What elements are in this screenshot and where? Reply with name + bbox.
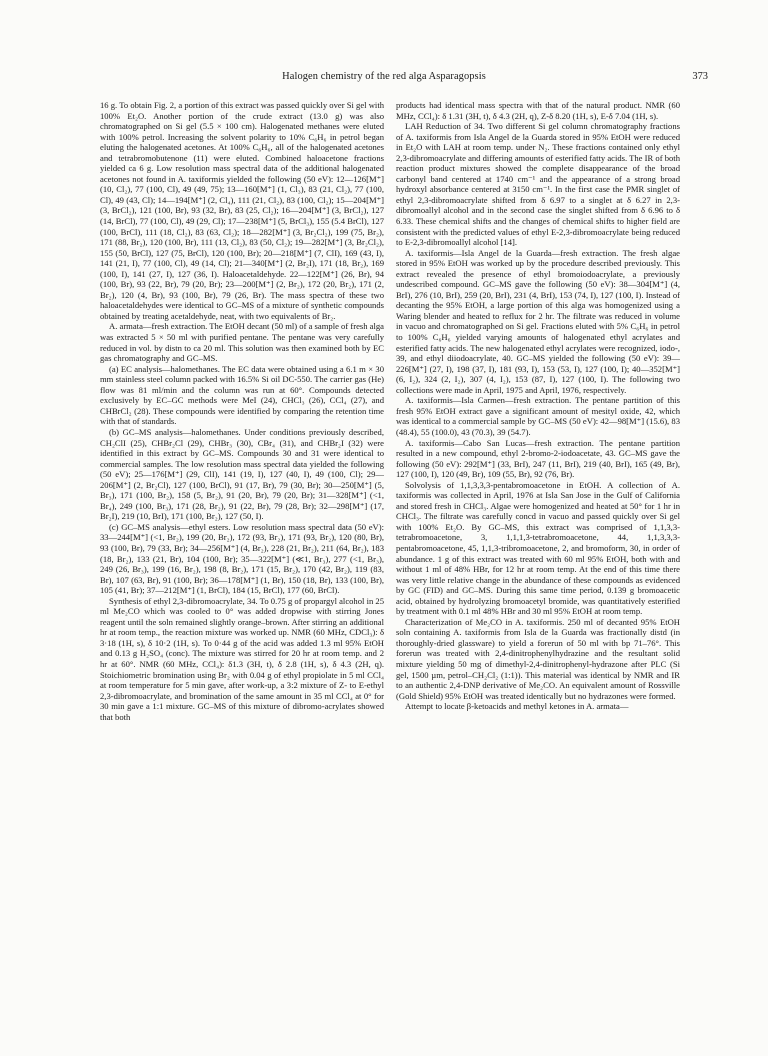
running-head: [0, 71, 768, 85]
paragraph-isla-carmen-extraction: A. taxiformis—Isla Carmen—fresh extraction. The pentane partition of this fresh 95% EtOH extract gave a significant amount of mesityl oxide, 42, which was identical to a commercial sample by GC–MS (50 eV): 42—98[M⁺] (15.6), 83 (48.4), 55 (100.0), 43 (70.3), 39 (54.7).: [396, 395, 680, 437]
right-column: [396, 100, 680, 1030]
paragraph-armata-fresh-extraction: A. armata—fresh extraction. The EtOH decant (50 ml) of a sample of fresh alga was extracted 5 × 50 ml with purified pentane. The pentane was very carefully reduced in vol. by distn to ca 20 ml. This solution was then examined both by EC gas chromatography and GC–MS.: [100, 321, 384, 364]
paragraph-gcms-ethyl-esters: (c) GC–MS analysis—ethyl esters. Low resolution mass spectral data (50 eV): 33—244[M⁺] (<1, Br₂), 199 (20, Br₂), 172 (93, Br₂), 171 (93, Br₂), 120 (80, Br), 93 (100, Br), 79 (33, Br); 34—256[M⁺] (4, Br₂), 228 (21, Br₂), 211 (64, Br₂), 183 (18, Br₂), 133 (21, Br), 104 (100, Br); 35—322[M⁺] (≪1, Br₃), 277 (<1, Br₃), 249 (26, Br₃), 199 (16, Br₂), 198 (8, Br₂), 171 (15, Br₂), 170 (42, Br₂), 119 (83, Br), 107 (63, Br), 91 (100, Br); 36—178[M⁺] (1, Br), 150 (18, Br), 133 (100, Br), 105 (41, Br); 37—212[M⁺] (1, BrCl), 184 (15, BrCl), 177 (60, BrCl).: [100, 521, 384, 596]
paragraph-gcms-halomethanes: (b) GC–MS analysis—halomethanes. Under conditions previously described, CH₂ClI (25), CHBr₂Cl (29), CHBr₃ (30), CBr₄ (31), and CHBr₂I (32) were identified in this extract by GC–MS. Compounds 30 and 31 were identical to commercial samples. The low resolution mass spectral data yielded the following (50 eV); 25—176[M⁺] (29, ClI), 141 (19, I), 127 (40, I), 49 (100, Cl); 29—206[M⁺] (2, Br₂Cl), 127 (100, BrCl), 91 (17, Br), 79 (30, Br); 30—250[M⁺] (5, Br₃), 171 (100, Br₂), 158 (5, Br₂), 91 (20, Br), 79 (20, Br); 31—328[M⁺] (<1, Br₄), 249 (100, Br₃), 171 (28, Br₂), 91 (22, Br), 79 (28, Br); 32—298[M⁺] (17, Br₂I), 219 (10, BrI), 171 (100, Br₂), 127 (50, I).: [100, 426, 384, 522]
paragraph-solvolysis: Solvolysis of 1,1,3,3,3-pentabromoacetone in EtOH. A collection of A. taxiformis was collected in April, 1976 at Isla San Jose in the Gulf of California and stored fresh in CHCl₃. Algae were homogenized and heated at 50° for 1 hr in CHCl₃. The filtrate was carefully concd in vacuo and passed quickly over Si gel with 100% Et₂O. By GC–MS, this extract was comprised of 1,1,3,3-tetrabromoacetone, 3, 1,1,1,3-tetrabromoacetone, 44, 1,1,3,3,3-pentabromoacetone, 45, 1,1,3-tribromoacetone, 2, and bromoform, 30, in order of abundance. 1 g of this extract was treated with 60 ml 95% EtOH, both with and without 1 ml of 48% HBr, for 12 hr at room temp. At the end of this time there was very little relative change in the abundance of these compounds as evidenced by GC (FID) and GC–MS. During this same time period, 0.139 g bromoacetic acid, obtained by hydrolyzing bromoacetyl bromide, was quantitatively esterified by treatment with 0.1 ml 48% HBr and 30 ml 95% EtOH at room temp.: [396, 479, 680, 617]
page-number: 373: [692, 71, 708, 82]
paragraph-continued-nmr: products had identical mass spectra with that of the natural product. NMR (60 MHz, CCl₄): δ 1.31 (3H, t), δ 4.3 (2H, q), Z-δ 8.20 (1H, s), E-δ 7.04 (1H, s).: [396, 100, 680, 121]
paragraph-cabo-san-lucas-extraction: A. taxiformis—Cabo San Lucas—fresh extraction. The pentane partition resulted in a new compound, ethyl 2-bromo-2-iodoacetate, 43. GC–MS gave the following (50 eV): 292[M⁺] (33, BrI), 247 (11, BrI), 219 (40, BrI), 165 (49, Br), 127 (100, I), 120 (49, Br), 109 (55, Br), 92 (76, Br).: [396, 437, 680, 480]
paragraph-mass-spectra-acetones: 16 g. To obtain Fig. 2, a portion of this extract was passed quickly over Si gel with 100% Et₂O. Another portion of the crude extract (13.0 g) was also chromatographed on Si gel (5.5 × 100 cm). Halogenated methanes were eluted with 100% petrol. Increasing the solvent polarity to 10% C₆H₆ in petrol began eluting the halogenated acetones. At 100% C₆H₆, all of the halogenated acetones and tetrabromobutenone (11) were eluted. Combined haloacetone fractions yielded ca 6 g. Low resolution mass spectral data of the additional halogenated acetones not found in A. taxiformis yielded the following (50 eV): 12—126[M⁺] (10, Cl₂), 77 (100, Cl), 49 (49, 75); 13—160[M⁺] (1, Cl₃), 83 (21, Cl₂), 77 (100, Cl), 49 (43, Cl); 14—194[M⁺] (2, Cl₄), 111 (21, Cl₂), 83 (100, Cl₂); 15—204[M⁺] (3, BrCl₂), 121 (100, Br), 93 (32, Br), 83 (25, Cl₂); 16—204[M⁺] (3, BrCl₂), 127 (14, BrCl), 77 (100, Cl), 49 (29, Cl); 17—238[M⁺] (5, BrCl₃), 155 (5.4 BrCl), 127 (100, BrCl), 111 (18, Cl₂), 83 (63, Cl₂); 18—282[M⁺] (3, Br₂Cl₂), 199 (75, Br₂), 171 (88, Br₂), 120 (100, Br), 111 (13, Cl₂), 83 (50, Cl₂); 19—282[M⁺] (3, Br₂Cl₂), 155 (50, BrCl), 127 (75, BrCl), 120 (100, Br); 20—218[M⁺] (7, ClI), 169 (43, I), 141 (21, I), 77 (100, Cl), 49 (14, Cl); 21—340[M⁺] (2, Br₂I), 171 (18, Br₂), 169 (100, I), 141 (27, I), 127 (36, I). Haloacetaldehyde. 22—122[M⁺] (26, Br), 94 (100, Br), 93 (22, Br), 79 (20, Br); 23—200[M⁺] (2, Br₂), 172 (20, Br₂), 171 (2, Br₂), 120 (4, Br), 93 (100, Br), 79 (26, Br). The mass spectra of these two haloacetaldehydes were identical to GC–MS of a mixture of synthetic compounds obtained by treating acetaldehyde, neat, with two equivalents of Br₂.: [100, 100, 384, 321]
running-title: Halogen chemistry of the red alga Asparagopsis: [282, 71, 486, 82]
paragraph-attempt-ketoacids: Attempt to locate β-ketoacids and methyl ketones in A. armata—: [405, 701, 629, 712]
paragraph-characterization-acetone: Characterization of Me₂CO in A. taxiformis. 250 ml of decanted 95% EtOH soln containing A. taxiformis from Isla de la Guarda was fractionally distd (in thoroughly-dried glassware) to yield a forerun of 50 ml with bp 71–76°. This forerun was treated with 2,4-dinitrophenylhydrazine and the resultant solid mixture yielding 50 mg of dimethyl-2,4-dinitrophenyl-hydrazone after PLC (Si gel, 1500 µm, petrol–CH₂Cl₂ (1:1)). This material was identical by NMR and IR to an authentic 2,4-DNP derivative of Me₂CO. An equivalent amount of Rossville (Gold Shield) 95% EtOH was treated identically but no hydrazones were formed.: [396, 616, 680, 701]
left-column: [100, 100, 384, 1030]
paragraph-lah-reduction: LAH Reduction of 34. Two different Si gel column chromatography fractions of A. taxiformis from Isla Angel de la Guarda stored in 95% EtOH were reduced in Et₂O with LAH at room temp. under N₂. These fractions contained only ethyl 2,3-dibromoacrylate and differing amounts of esterified fatty acids. The IR of both reaction product mixtures showed the complete disappearance of the broad carbonyl band centered at 1740 cm⁻¹ and the appearance of a strong broad hydroxyl absorbance centered at 3150 cm⁻¹. In the first case the PMR singlet of ethyl 2,3-dibromoacrylate shifted from δ 6.97 to a singlet at δ 6.27 in 2,3-dibromoallyl alcohol and in the second case the singlet shifted from δ 6.96 to δ 6.33. These chemical shifts and the changes of chemical shifts to higher field are consistent with the predicted values of ethyl E-2,3-dibromoacrylate being reduced to E-2,3-dibromoallyl alcohol [14].: [396, 121, 680, 248]
body-columns: [100, 100, 680, 1030]
paragraph-isla-angel-extraction: A. taxiformis—Isla Angel de la Guarda—fresh extraction. The fresh algae stored in 95% EtOH was worked up by the procedure described previously. This extract revealed the presence of ethyl bromoiodoacrylate, a previously undescribed compound. GC–MS gave the following (50 eV): 38—304[M⁺] (4, BrI), 276 (10, BrI), 259 (20, BrI), 231 (4, BrI), 153 (74, I), 127 (100, I). Instead of decanting the 95% EtOH, a large portion of this alga was homogenized using a Waring blender and heated to reflux for 2 hr. The filtrate was reduced in volume in vacuo and chromatographed on Si gel. Fractions eluted with 5% C₆H₆ in petrol to 100% C₆H₆ yielded varying amounts of halogenated ethyl acrylates and esterified fatty acids. The new halogenated ethyl acrylates were recognized, iodo-, 39, and ethyl diiodoacrylate, 40. GC–MS yielded the following (50 eV): 39—226[M⁺] (27, I), 198 (37, I), 181 (93, I), 153 (53, I), 127 (100, I); 40—352[M⁺] (6, I₂), 324 (2, I₂), 307 (4, I₂), 153 (87, I), 127 (100, I). The following two collections were made in April, 1975 and April, 1976, respectively.: [396, 247, 680, 395]
paragraph-synthesis-dibromoacrylate: Synthesis of ethyl 2,3-dibromoacrylate, 34. To 0.75 g of propargyl alcohol in 25 ml Me₂CO which was cooled to 0° was added dropwise with stirring Jones reagent until the soln remained slightly orange–brown. After stirring an additional hr at room temp., the reaction mixture was worked up. NMR (60 MHz, CDCl₃): δ 3·18 (1H, s), δ 10·2 (1H, s). To 0·44 g of the acid was added 1.3 ml 95% EtOH and 0.13 g H₂SO₄ (conc). The mixture was stirred for 20 hr at room temp. and 2 hr at 60°. NMR (60 MHz, CCl₄): δ1.3 (3H, t), δ 2.8 (1H, s), δ 4.3 (2H, q). Stoichiometric bromination using Br₂ with 0.04 g of ethyl propiolate in 5 ml CCl₄ at room temperature for 5 min gave, after work-up, a 3:2 mixture of Z- to E-ethyl 2,3-dibromoacrylate, and bromination of the same amount in 35 ml CCl₄ at 0° for 30 min gave a 1:1 mixture. GC–MS of this mixture of dibromo-acrylates showed that both: [100, 595, 384, 722]
paragraph-ec-analysis: (a) EC analysis—halomethanes. The EC data were obtained using a 6.1 m × 30 mm stainless steel column packed with 16.5% Si oil DC-550. The carrier gas (He) flow was 81 ml/min and the column was run at 60°. Compounds detected exclusively by EC–GC methods were MeI (24), CHCl₃ (26), CCl₄ (27), and CHBrCl₂ (28). These compounds were identified by comparing the retention time with that of standards.: [100, 363, 384, 427]
